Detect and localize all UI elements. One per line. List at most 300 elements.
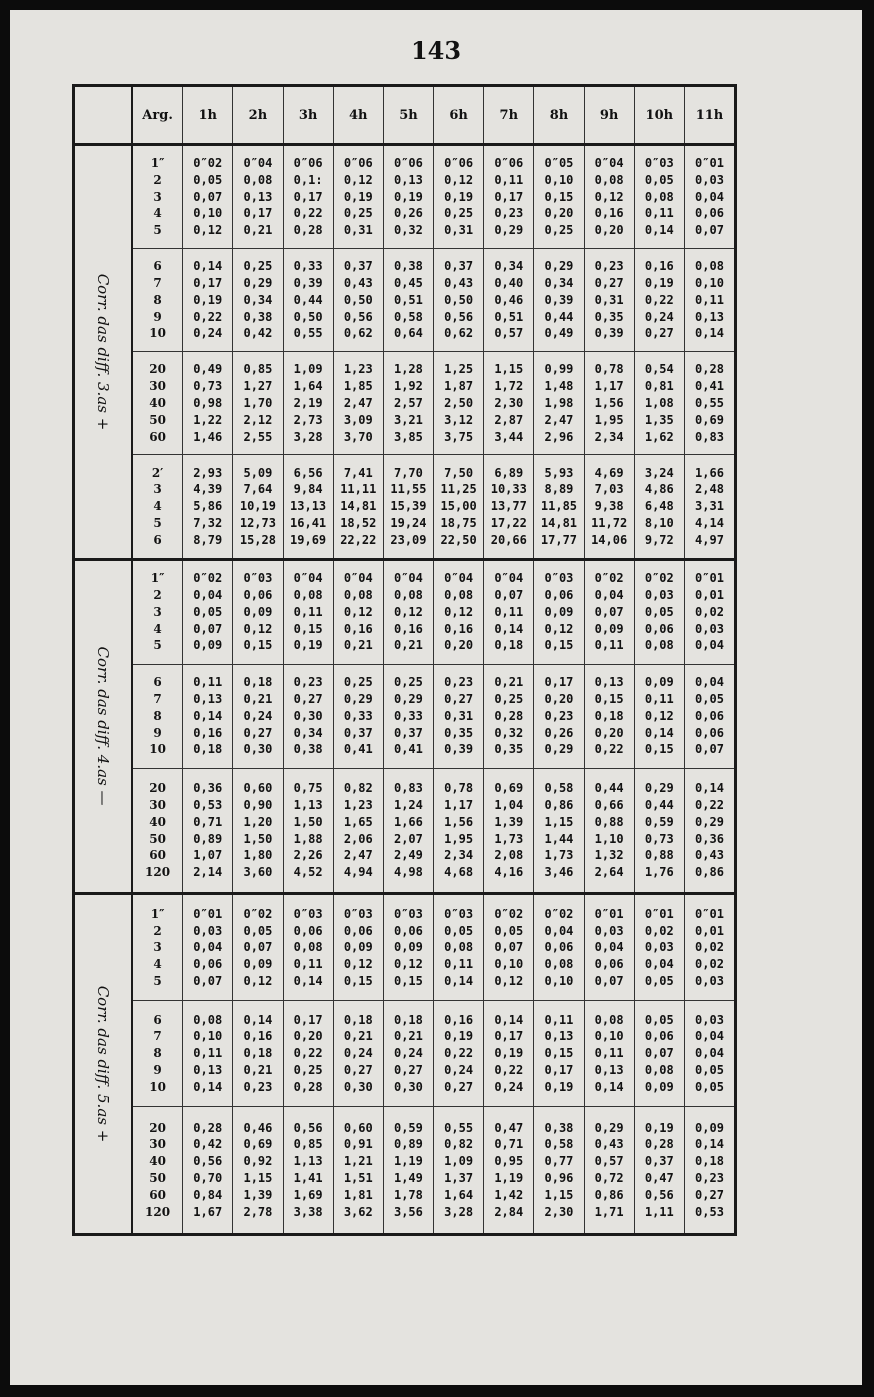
section-body: [133, 895, 734, 1233]
arg-column: [133, 561, 183, 664]
table-cell: 2,73: [293, 412, 323, 427]
value-column: [585, 1001, 635, 1106]
table-cell: 0,01: [695, 587, 724, 602]
table-cell: 0,25: [243, 259, 273, 274]
table-cell: 0,44: [594, 781, 624, 796]
table-cell: 3,38: [293, 1204, 323, 1219]
table-cell: 2,84: [494, 1204, 524, 1219]
table-cell: 0,08: [243, 172, 273, 187]
table-cell: 0″03: [243, 571, 273, 586]
row-group: [133, 561, 734, 665]
table-cell: 0,12: [494, 973, 524, 988]
value-column: [334, 895, 384, 1000]
table-cell: 0,21: [343, 638, 373, 653]
table-cell: 2,50: [444, 395, 474, 410]
value-column: [685, 665, 734, 768]
value-column: [534, 895, 584, 1000]
table-cell: 0,12: [343, 604, 373, 619]
table-cell: 0,12: [243, 973, 273, 988]
table-cell: 0,92: [243, 1154, 273, 1169]
value-column: [384, 249, 434, 351]
table-cell: 0,34: [494, 259, 524, 274]
table-cell: 11,25: [440, 482, 477, 497]
table-cell: 8,79: [193, 532, 223, 547]
table-cell: 2,48: [695, 482, 724, 497]
table-cell: 0″06: [494, 156, 524, 171]
table-cell: 0″04: [594, 156, 624, 171]
arg-value: 4: [153, 206, 162, 221]
value-column: [434, 1001, 484, 1106]
table-cell: 0,16: [343, 621, 373, 636]
table-cell: 1,62: [644, 429, 674, 444]
value-column: [183, 769, 233, 893]
table-cell: 0,10: [544, 973, 574, 988]
table-cell: 0,18: [393, 1012, 423, 1027]
table-cell: 3,60: [243, 865, 273, 880]
column-header: 6h: [434, 87, 484, 143]
table-cell: 0,27: [594, 276, 624, 291]
table-cell: 0,10: [193, 1029, 223, 1044]
table-cell: 0,39: [293, 276, 323, 291]
table-cell: 0,25: [444, 206, 474, 221]
arg-column: [133, 249, 183, 351]
value-column: [334, 146, 384, 248]
arg-value: 3: [153, 940, 162, 955]
header-cells: [133, 87, 734, 143]
value-column: [334, 561, 384, 664]
table-cell: 13,77: [490, 499, 527, 514]
table-cell: 0,24: [644, 309, 674, 324]
table-cell: 0,23: [695, 1171, 724, 1186]
table-cell: 7,41: [343, 465, 373, 480]
table-cell: 0,03: [695, 1012, 724, 1027]
table-cell: 0,12: [343, 172, 373, 187]
table-cell: 0,14: [293, 973, 323, 988]
table-cell: 0,27: [343, 1063, 373, 1078]
table-cell: 0,29: [544, 259, 574, 274]
section-side-label: [75, 895, 133, 1233]
table-cell: 5,86: [193, 499, 223, 514]
table-cell: 0,37: [343, 259, 373, 274]
table-cell: 0,16: [193, 725, 223, 740]
table-cell: 0,08: [444, 587, 474, 602]
table-cell: 0,43: [594, 1137, 624, 1152]
arg-value: 120: [145, 865, 171, 880]
table-cell: 0,22: [293, 206, 323, 221]
table-cell: 0,08: [293, 940, 323, 955]
arg-value: 40: [149, 1154, 166, 1169]
table-cell: 0,06: [193, 957, 223, 972]
value-column: [233, 895, 283, 1000]
table-cell: 0,06: [695, 708, 724, 723]
table-cell: 1,13: [293, 1154, 323, 1169]
table-cell: 1,50: [293, 814, 323, 829]
table-cell: 0,09: [193, 638, 223, 653]
value-column: [334, 665, 384, 768]
table-cell: 1,64: [444, 1187, 474, 1202]
table-cell: 2,30: [494, 395, 524, 410]
table-cell: 14,81: [340, 499, 377, 514]
table-cell: 0,08: [544, 957, 574, 972]
arg-value: 10: [149, 1079, 166, 1094]
table-cell: 0,06: [594, 957, 624, 972]
value-column: [334, 249, 384, 351]
section-side-label: [75, 146, 133, 558]
table-cell: 0,17: [544, 1063, 574, 1078]
table-cell: 1,24: [393, 797, 423, 812]
value-column: [635, 1001, 685, 1106]
table-cell: 0,12: [393, 957, 423, 972]
table-cell: 0,18: [243, 1046, 273, 1061]
table-cell: 0″06: [444, 156, 474, 171]
table-cell: 0,23: [444, 675, 474, 690]
table-cell: 0,19: [293, 638, 323, 653]
table-cell: 0,26: [393, 206, 423, 221]
table-cell: 0″01: [695, 156, 724, 171]
table-cell: 0,31: [594, 292, 624, 307]
table-cell: 0,20: [544, 206, 574, 221]
table-cell: 0,91: [343, 1137, 373, 1152]
table-cell: 3,44: [494, 429, 524, 444]
table-cell: 0,96: [544, 1171, 574, 1186]
book-page: [10, 10, 862, 1385]
table-cell: 1,15: [544, 1187, 574, 1202]
table-cell: 0,14: [193, 1079, 223, 1094]
table-cell: 0,53: [695, 1204, 724, 1219]
table-cell: 0,05: [494, 923, 524, 938]
table-cell: 0,47: [644, 1171, 674, 1186]
table-cell: 0″04: [243, 156, 273, 171]
table-cell: 1,64: [293, 379, 323, 394]
arg-column: [133, 1107, 183, 1233]
table-cell: 0″03: [293, 906, 323, 921]
table-cell: 0,11: [494, 172, 524, 187]
table-cell: 22,50: [440, 532, 477, 547]
table-cell: 0,37: [444, 259, 474, 274]
table-cell: 1,15: [243, 1171, 273, 1186]
table-cell: 0,08: [343, 587, 373, 602]
table-cell: 5,09: [243, 465, 273, 480]
value-column: [183, 249, 233, 351]
section-body: [133, 146, 734, 558]
table-cell: 0,15: [393, 973, 423, 988]
arg-column: [133, 1001, 183, 1106]
table-cell: 0,16: [444, 621, 474, 636]
arg-value: 2′: [151, 465, 164, 480]
table-cell: 0,22: [594, 742, 624, 757]
table-cell: 0,56: [193, 1154, 223, 1169]
value-column: [635, 1107, 685, 1233]
table-cell: 0,85: [243, 362, 273, 377]
row-group: [133, 1107, 734, 1233]
table-cell: 0,71: [193, 814, 223, 829]
table-cell: 2,93: [193, 465, 223, 480]
value-column: [434, 561, 484, 664]
table-cell: 0,22: [193, 309, 223, 324]
table-cell: 0,09: [644, 1079, 674, 1094]
table-cell: 1,51: [343, 1171, 373, 1186]
table-cell: 0,37: [644, 1154, 674, 1169]
table-cell: 0,28: [494, 708, 524, 723]
table-cell: 0,12: [594, 189, 624, 204]
arg-value: 5: [153, 638, 162, 653]
table-cell: 0″06: [293, 156, 323, 171]
value-column: [284, 455, 334, 557]
arg-value: 50: [149, 412, 166, 427]
correction-table: [72, 84, 737, 1236]
table-cell: 0,72: [594, 1171, 624, 1186]
table-cell: 0,08: [444, 940, 474, 955]
table-cell: 0,14: [695, 1137, 724, 1152]
table-cell: 0,38: [293, 742, 323, 757]
table-cell: 2,47: [544, 412, 574, 427]
table-cell: 0,85: [293, 1137, 323, 1152]
table-cell: 2,08: [494, 848, 524, 863]
table-cell: 0,03: [644, 587, 674, 602]
table-cell: 0,73: [644, 831, 674, 846]
table-cell: 0,07: [594, 604, 624, 619]
table-cell: 1,76: [644, 865, 674, 880]
table-cell: 0,11: [644, 206, 674, 221]
arg-value: 50: [149, 831, 166, 846]
table-cell: 0,05: [695, 1063, 724, 1078]
table-cell: 7,70: [393, 465, 423, 480]
table-cell: 0″02: [544, 906, 574, 921]
table-cell: 0,59: [644, 814, 674, 829]
value-column: [434, 665, 484, 768]
value-column: [534, 1107, 584, 1233]
table-cell: 0″04: [393, 571, 423, 586]
value-column: [585, 1107, 635, 1233]
table-cell: 0,08: [644, 1063, 674, 1078]
table-cell: 14,06: [591, 532, 628, 547]
table-cell: 0,06: [343, 923, 373, 938]
value-column: [585, 146, 635, 248]
table-cell: 1,21: [343, 1154, 373, 1169]
column-header: Arg.: [133, 87, 183, 143]
value-column: [635, 455, 685, 557]
table-cell: 0,49: [544, 326, 574, 341]
table-cell: 0,20: [594, 223, 624, 238]
table-cell: 0,77: [544, 1154, 574, 1169]
row-group: [133, 249, 734, 352]
table-cell: 0,73: [193, 379, 223, 394]
table-cell: 2,34: [594, 429, 624, 444]
table-cell: 3,85: [393, 429, 423, 444]
table-cell: 0,23: [243, 1079, 273, 1094]
table-cell: 2,30: [544, 1204, 574, 1219]
table-cell: 0,44: [644, 797, 674, 812]
value-column: [484, 561, 534, 664]
table-cell: 0,14: [644, 725, 674, 740]
table-cell: 0,27: [695, 1187, 724, 1202]
table-cell: 1,09: [293, 362, 323, 377]
table-cell: 0″03: [444, 906, 474, 921]
value-column: [534, 352, 584, 454]
table-cell: 1,15: [544, 814, 574, 829]
value-column: [585, 561, 635, 664]
table-cell: 0,50: [293, 309, 323, 324]
arg-value: 2: [153, 587, 162, 602]
table-cell: 0,08: [695, 259, 724, 274]
table-cell: 0,13: [193, 691, 223, 706]
table-cell: 4,14: [695, 515, 724, 530]
table-cell: 0,31: [444, 223, 474, 238]
table-cell: 0,12: [544, 621, 574, 636]
table-cell: 0,27: [444, 691, 474, 706]
table-cell: 0,25: [494, 691, 524, 706]
value-column: [334, 1107, 384, 1233]
table-cell: 0,13: [193, 1063, 223, 1078]
column-header: 3h: [284, 87, 334, 143]
table-cell: 0,25: [343, 206, 373, 221]
table-cell: 1,92: [393, 379, 423, 394]
value-column: [233, 1001, 283, 1106]
value-column: [334, 352, 384, 454]
value-column: [284, 895, 334, 1000]
table-cell: 0,19: [644, 276, 674, 291]
table-cell: 0,04: [695, 675, 724, 690]
table-cell: 0,03: [695, 621, 724, 636]
table-cell: 0,11: [544, 1012, 574, 1027]
table-cell: 0,15: [544, 189, 574, 204]
table-cell: 0,28: [695, 362, 724, 377]
value-column: [183, 1107, 233, 1233]
table-cell: 1,22: [193, 412, 223, 427]
table-cell: 0,86: [695, 865, 724, 880]
value-column: [284, 1107, 334, 1233]
table-cell: 2,34: [444, 848, 474, 863]
table-cell: 0,29: [243, 276, 273, 291]
table-cell: 0,03: [695, 172, 724, 187]
arg-value: 20: [149, 362, 166, 377]
table-cell: 0,44: [293, 292, 323, 307]
column-header: 9h: [585, 87, 635, 143]
table-cell: 0,16: [594, 206, 624, 221]
table-cell: 0,25: [393, 675, 423, 690]
table-cell: 2,19: [293, 395, 323, 410]
table-cell: 1,95: [594, 412, 624, 427]
table-cell: 1,17: [444, 797, 474, 812]
column-header: 5h: [384, 87, 434, 143]
value-column: [635, 146, 685, 248]
table-cell: 0,14: [644, 223, 674, 238]
table-cell: 0,90: [243, 797, 273, 812]
table-cell: 0,24: [343, 1046, 373, 1061]
arg-value: 3: [153, 189, 162, 204]
table-cell: 3,75: [444, 429, 474, 444]
table-cell: 0,09: [695, 1120, 724, 1135]
table-cell: 0,05: [444, 923, 474, 938]
arg-value: 4: [153, 957, 162, 972]
table-cell: 1,85: [343, 379, 373, 394]
table-cell: 0,50: [343, 292, 373, 307]
table-cell: 0,46: [494, 292, 524, 307]
table-cell: 0,34: [243, 292, 273, 307]
table-cell: 4,98: [393, 865, 423, 880]
table-cell: 0,21: [393, 638, 423, 653]
table-cell: 0,69: [695, 412, 724, 427]
arg-value: 5: [153, 973, 162, 988]
table-cell: 2,47: [343, 848, 373, 863]
table-cell: 0,11: [444, 957, 474, 972]
table-cell: 0,10: [193, 206, 223, 221]
table-cell: 0,12: [644, 708, 674, 723]
value-column: [534, 146, 584, 248]
table-cell: 0,29: [343, 691, 373, 706]
table-cell: 0,17: [293, 189, 323, 204]
table-cell: 2,55: [243, 429, 273, 444]
arg-value: 20: [149, 781, 166, 796]
header-row: [75, 87, 734, 146]
arg-value: 40: [149, 814, 166, 829]
value-column: [635, 352, 685, 454]
value-column: [534, 665, 584, 768]
table-cell: 0,22: [494, 1063, 524, 1078]
table-cell: 0,95: [494, 1154, 524, 1169]
table-cell: 1,39: [494, 814, 524, 829]
table-cell: 0,15: [544, 638, 574, 653]
value-column: [284, 249, 334, 351]
arg-value: 30: [149, 1137, 166, 1152]
table-cell: 0,88: [594, 814, 624, 829]
arg-value: 10: [149, 326, 166, 341]
row-group: [133, 665, 734, 769]
row-group: [133, 455, 734, 557]
table-cell: 1,32: [594, 848, 624, 863]
table-cell: 2,06: [343, 831, 373, 846]
table-cell: 0,45: [393, 276, 423, 291]
arg-value: 5: [153, 223, 162, 238]
table-cell: 0,02: [695, 957, 724, 972]
table-cell: 2,49: [393, 848, 423, 863]
section-label: Corr. das diff. 4.as —: [94, 646, 112, 806]
value-column: [685, 1107, 734, 1233]
table-cell: 8,89: [544, 482, 574, 497]
table-cell: 0,29: [544, 742, 574, 757]
table-cell: 2,14: [193, 865, 223, 880]
table-cell: 0,13: [695, 309, 724, 324]
value-column: [534, 561, 584, 664]
table-cell: 0,27: [644, 326, 674, 341]
arg-value: 8: [153, 1046, 162, 1061]
table-cell: 0,02: [644, 923, 674, 938]
table-cell: 0,69: [494, 781, 524, 796]
table-cell: 0,07: [695, 223, 724, 238]
table-cell: 0,17: [494, 1029, 524, 1044]
table-cell: 12,73: [239, 515, 276, 530]
table-cell: 3,28: [293, 429, 323, 444]
table-cell: 0,11: [293, 604, 323, 619]
table-cell: 0,15: [343, 973, 373, 988]
table-cell: 0,15: [544, 1046, 574, 1061]
table-cell: 2,87: [494, 412, 524, 427]
value-column: [635, 249, 685, 351]
table-cell: 0,27: [393, 1063, 423, 1078]
table-cell: 3,12: [444, 412, 474, 427]
value-column: [534, 769, 584, 893]
table-cell: 0,69: [243, 1137, 273, 1152]
column-header: 11h: [695, 107, 724, 123]
table-cell: 0,35: [494, 742, 524, 757]
table-cell: 1,37: [444, 1171, 474, 1186]
table-cell: 0″04: [444, 571, 474, 586]
table-cell: 1,50: [243, 831, 273, 846]
table-cell: 0,37: [343, 725, 373, 740]
value-column: [233, 665, 283, 768]
value-column: [183, 665, 233, 768]
table-cell: 0,23: [594, 259, 624, 274]
